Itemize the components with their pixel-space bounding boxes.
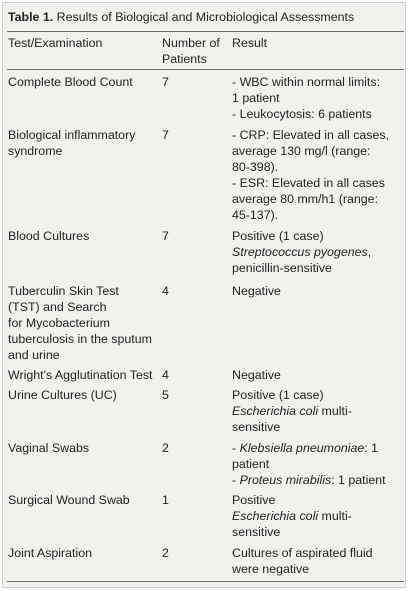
row-test: Joint Aspiration <box>8 546 93 560</box>
table-caption <box>8 9 354 25</box>
row-result <box>232 545 402 577</box>
result-line: 45-137). <box>232 208 279 222</box>
result-line: Positive (1 case) <box>232 229 324 243</box>
result-line: patient <box>232 457 270 471</box>
row-test: Biological inflammatory syndrome <box>8 128 136 158</box>
organism-name: Proteus mirabilis <box>239 473 332 487</box>
row-test: Tuberculin Skin Test (TST) and Search for Mycobacterium tuberculosis in the sputum and urine <box>8 284 152 362</box>
caption-title: Results of Biological and Microbiological Assessments <box>53 10 355 24</box>
result-line: Cultures of aspirated fluid <box>232 546 373 560</box>
organism-name: Klebsiella pneumoniae <box>239 441 365 455</box>
row-number: 1 <box>162 493 169 507</box>
row-number: 7 <box>162 229 169 243</box>
top-rule <box>7 31 404 32</box>
row-result <box>232 228 402 276</box>
bottom-rule <box>7 581 404 582</box>
result-line: were negative <box>232 562 310 576</box>
organism-name: Escherichia coli <box>232 404 319 418</box>
result-line: - CRP: Elevated in all cases, <box>232 128 390 142</box>
result-line: Escherichia coli multi- <box>232 509 352 523</box>
row-result <box>232 387 402 435</box>
result-line: average 80 mm/h1 (range: <box>232 192 379 206</box>
result-line: sensitive <box>232 525 281 539</box>
result-line: penicillin-sensitive <box>232 261 332 275</box>
row-number: 4 <box>162 284 169 298</box>
row-number: 2 <box>162 546 169 560</box>
row-test: Blood Cultures <box>8 229 90 243</box>
result-line: 1 patient <box>232 91 280 105</box>
row-result <box>232 440 402 488</box>
row-number: 7 <box>162 128 169 142</box>
row-result <box>232 283 402 299</box>
result-line: sensitive <box>232 420 281 434</box>
organism-name: Escherichia coli <box>232 509 319 523</box>
row-result <box>232 492 402 540</box>
row-result <box>232 367 402 383</box>
header-number: Number of Patients <box>162 36 220 66</box>
result-line: Escherichia coli multi- <box>232 404 352 418</box>
row-test: Surgical Wound Swab <box>8 493 130 507</box>
result-line: - Klebsiella pneumoniae: 1 <box>232 441 379 455</box>
result-line: - Leukocytosis: 6 patients <box>232 107 372 121</box>
caption-label: Table 1. <box>8 10 54 24</box>
header-rule <box>7 69 404 70</box>
result-line: - ESR: Elevated in all cases <box>232 176 385 190</box>
result-line: - WBC within normal limits: <box>232 75 381 89</box>
result-line: Positive (1 case) <box>232 388 324 402</box>
row-number: 2 <box>162 441 169 455</box>
header-test: Test/Examination <box>8 36 103 50</box>
result-line: Negative <box>232 368 281 382</box>
result-line: - Proteus mirabilis: 1 patient <box>232 473 386 487</box>
row-test: Vaginal Swabs <box>8 441 90 455</box>
result-line: Streptococcus pyogenes, <box>232 245 372 259</box>
organism-name: Streptococcus pyogenes <box>232 245 368 259</box>
row-result <box>232 127 402 223</box>
result-line: Negative <box>232 284 281 298</box>
row-number: 5 <box>162 388 169 402</box>
row-result <box>232 74 402 122</box>
result-line: 80-398). <box>232 160 279 174</box>
result-line: average 130 mg/l (range: <box>232 144 371 158</box>
row-number: 4 <box>162 368 169 382</box>
row-test: Complete Blood Count <box>8 75 133 89</box>
header-result: Result <box>232 36 268 50</box>
row-test: Wright's Agglutination Test <box>8 368 153 382</box>
result-line: Positive <box>232 493 276 507</box>
row-number: 7 <box>162 75 169 89</box>
row-test: Urine Cultures (UC) <box>8 388 117 402</box>
